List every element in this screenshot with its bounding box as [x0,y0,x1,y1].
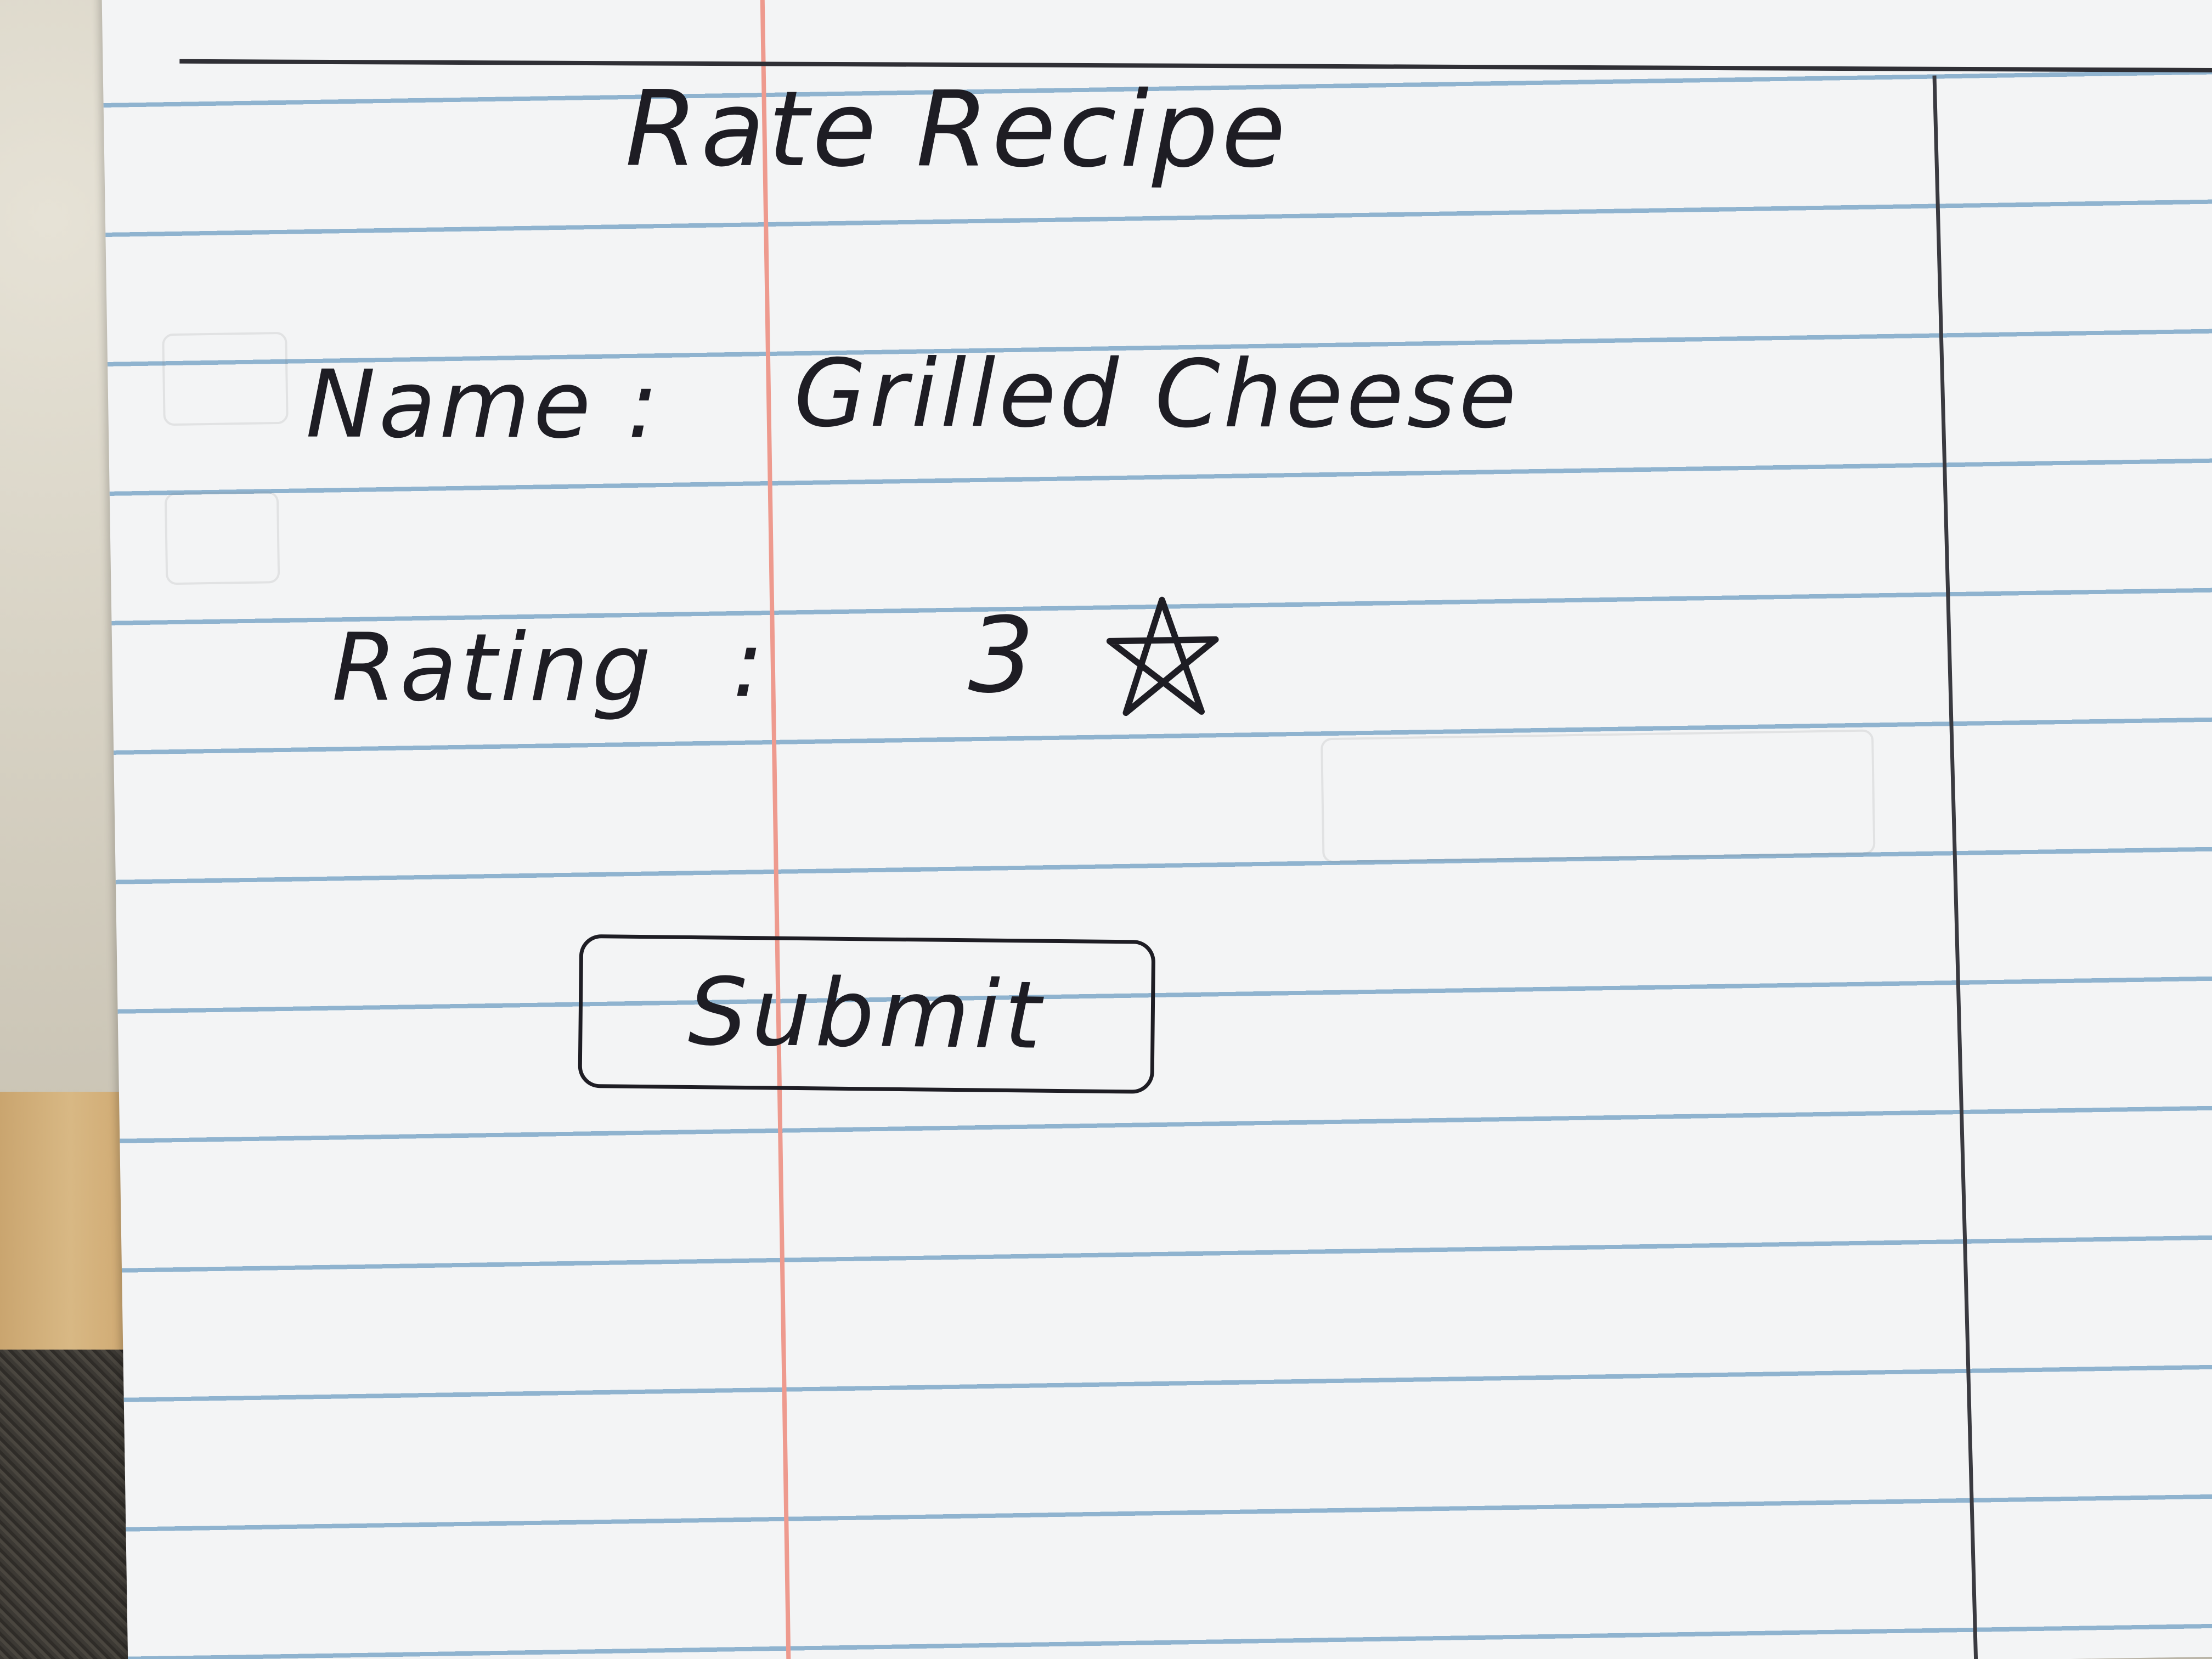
margin-line [760,0,792,1659]
show-through-box [1321,729,1875,863]
name-value[interactable]: Grilled Cheese [793,339,1520,450]
show-through-checkbox [162,332,289,426]
star-icon[interactable] [1099,591,1227,720]
notebook-paper [101,0,2212,1659]
frame-right-border [1932,76,1979,1659]
show-through-checkbox [165,491,280,585]
name-label: Name : [306,350,662,460]
rating-value[interactable]: 3 [968,595,1038,716]
rating-colon: : [732,610,768,719]
rating-label: Rating [331,613,654,723]
submit-button[interactable]: Submit [578,934,1155,1094]
page-title: Rate Recipe [625,68,1289,191]
